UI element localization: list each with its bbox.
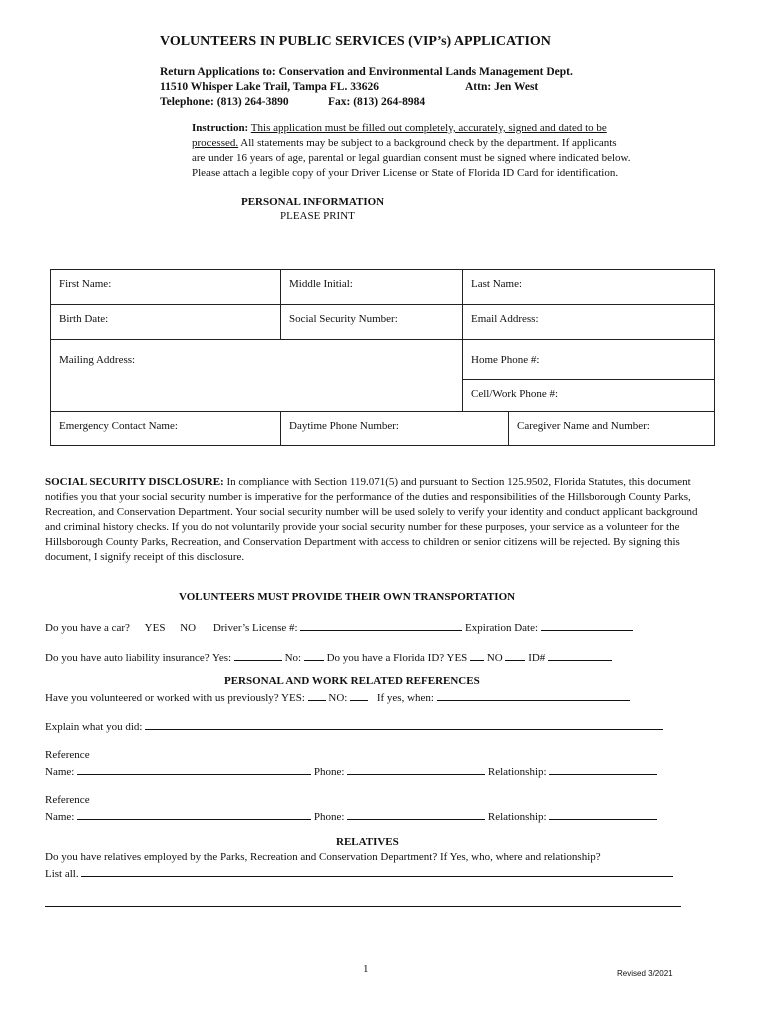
instructions-paragraph — [192, 121, 632, 181]
caregiver-field[interactable] — [509, 412, 715, 446]
birth-date-label: Birth Date: — [59, 313, 109, 325]
home-phone-label: Home Phone #: — [471, 354, 540, 366]
street-address: 11510 Whisper Lake Trail, Tampa FL. 33626 — [160, 81, 379, 93]
page-number: 1 — [363, 963, 369, 975]
home-phone-field[interactable] — [463, 340, 715, 380]
volunteered-no-label: NO: — [328, 692, 348, 704]
transportation-heading: VOLUNTEERS MUST PROVIDE THEIR OWN TRANSPORTATION — [179, 591, 516, 603]
first-name-field[interactable] — [51, 270, 281, 305]
first-name-label: First Name: — [59, 278, 112, 290]
reference-2-relationship-line[interactable] — [549, 809, 657, 820]
volunteered-yes-line[interactable] — [308, 690, 326, 701]
expiration-label: Expiration Date: — [465, 622, 539, 634]
volunteered-question: Have you volunteered or worked with us previously? YES: — [45, 692, 305, 704]
if-yes-when-line[interactable] — [437, 690, 630, 701]
ss-disclosure-text: In compliance with Section 119.071(5) and pursuant to Section 125.9502, Florida Statutes, this document notifies you that your social security number is imperative for the performance of the duties and responsibilities of the Hillsborough County Parks, Recreation, and Conservation Department. Your social security number will be used solely to verify your identity and conduct applicant background and criminal history checks. If you do not voluntarily provide your social security number for these purposes, your service as a volunteer for the Hillsborough County Parks, Recreation, and Conservation Department with access to children or senior citizens will be rejected. By signing this document, I signify receipt of this disclosure. — [45, 476, 698, 563]
ss-disclosure-label: SOCIAL SECURITY DISCLOSURE: — [45, 476, 224, 488]
reference-2-phone-label: Phone: — [313, 811, 345, 823]
florida-id-yes-line[interactable] — [470, 650, 484, 661]
car-question-row — [45, 620, 633, 634]
daytime-phone-label: Daytime Phone Number: — [289, 420, 399, 432]
expiration-input-line[interactable] — [541, 620, 633, 631]
florida-id-question: Do you have a Florida ID? YES — [326, 652, 468, 664]
instruction-label: Instruction: — [192, 122, 249, 134]
volunteered-no-line[interactable] — [350, 690, 368, 701]
cell-phone-field[interactable] — [463, 380, 715, 412]
insurance-question: Do you have auto liability insurance? Yes: — [45, 652, 232, 664]
relatives-question: Do you have relatives employed by the Parks, Recreation and Conservation Department? If Yes, who, where and relationship? — [45, 851, 601, 863]
caregiver-label: Caregiver Name and Number: — [517, 420, 650, 432]
daytime-phone-field[interactable] — [281, 412, 509, 446]
reference-2-phone-line[interactable] — [347, 809, 485, 820]
insurance-no-line[interactable] — [304, 650, 324, 661]
reference-1-name-line[interactable] — [77, 764, 311, 775]
car-no-option[interactable]: NO — [180, 622, 197, 634]
personal-info-heading: PERSONAL INFORMATION — [241, 196, 385, 208]
reference-1-name-label: Name: — [45, 766, 75, 778]
car-yes-option[interactable]: YES — [144, 622, 166, 634]
car-question: Do you have a car? — [45, 622, 130, 634]
volunteered-row — [45, 690, 630, 704]
explain-label: Explain what you did: — [45, 721, 143, 733]
reference-1-phone-label: Phone: — [313, 766, 345, 778]
cell-phone-label: Cell/Work Phone #: — [471, 388, 559, 400]
mailing-address-label: Mailing Address: — [59, 354, 136, 366]
instruction-underlined: This application must be filled out completely, accurately, signed and dated to be processed. — [192, 122, 607, 149]
reference-2-relationship-label: Relationship: — [487, 811, 547, 823]
mailing-address-field[interactable] — [51, 340, 463, 412]
return-address-line: Return Applications to: Conservation and Environmental Lands Management Dept. — [160, 66, 573, 78]
form-title: VOLUNTEERS IN PUBLIC SERVICES (VIP’s) APPLICATION — [160, 34, 551, 49]
attention-line: Attn: Jen West — [465, 81, 539, 93]
emergency-contact-label: Emergency Contact Name: — [59, 420, 178, 432]
license-input-line[interactable] — [300, 620, 462, 631]
email-label: Email Address: — [471, 313, 539, 325]
reference-2-row — [45, 809, 657, 823]
id-number-line[interactable] — [548, 650, 612, 661]
birth-date-field[interactable] — [51, 305, 281, 340]
relatives-heading: RELATIVES — [336, 836, 399, 848]
relatives-extra-line[interactable] — [45, 906, 681, 907]
explain-row — [45, 719, 663, 733]
telephone-line: Telephone: (813) 264-3890 — [160, 96, 289, 108]
list-all-label: List all. — [45, 868, 79, 880]
personal-info-table — [50, 269, 715, 446]
reference-1-row — [45, 764, 657, 778]
middle-initial-field[interactable] — [281, 270, 463, 305]
fax-line: Fax: (813) 264-8984 — [328, 96, 426, 108]
insurance-row — [45, 650, 612, 664]
middle-initial-label: Middle Initial: — [289, 278, 353, 290]
if-yes-when-label: If yes, when: — [376, 692, 434, 704]
reference-1-relationship-line[interactable] — [549, 764, 657, 775]
reference-2-name-line[interactable] — [77, 809, 311, 820]
ssn-label: Social Security Number: — [289, 313, 398, 325]
last-name-label: Last Name: — [471, 278, 523, 290]
florida-id-no-line[interactable] — [505, 650, 525, 661]
explain-line[interactable] — [145, 719, 663, 730]
revised-date: Revised 3/2021 — [617, 969, 673, 978]
reference-1-label: Reference — [45, 749, 90, 761]
id-number-label: ID# — [528, 652, 546, 664]
license-label: Driver’s License #: — [212, 622, 298, 634]
reference-2-label: Reference — [45, 794, 90, 806]
reference-1-relationship-label: Relationship: — [487, 766, 547, 778]
emergency-contact-field[interactable] — [51, 412, 281, 446]
ssn-field[interactable] — [281, 305, 463, 340]
relatives-list-line[interactable] — [81, 866, 673, 877]
please-print: PLEASE PRINT — [280, 210, 355, 222]
relatives-list-row — [45, 866, 673, 880]
insurance-no-label: No: — [284, 652, 302, 664]
instruction-text: All statements may be subject to a background check by the department. If applicants are under 16 years of age, parental or legal guardian consent must be signed where indicated below. Please attach a legible copy of your Driver License or State of Florida ID Card for identification. — [192, 137, 631, 179]
ss-disclosure-paragraph — [45, 475, 705, 565]
references-heading: PERSONAL AND WORK RELATED REFERENCES — [224, 675, 480, 687]
last-name-field[interactable] — [463, 270, 715, 305]
reference-1-phone-line[interactable] — [347, 764, 485, 775]
reference-2-name-label: Name: — [45, 811, 75, 823]
florida-id-no-label: NO — [486, 652, 503, 664]
email-field[interactable] — [463, 305, 715, 340]
insurance-yes-line[interactable] — [234, 650, 282, 661]
